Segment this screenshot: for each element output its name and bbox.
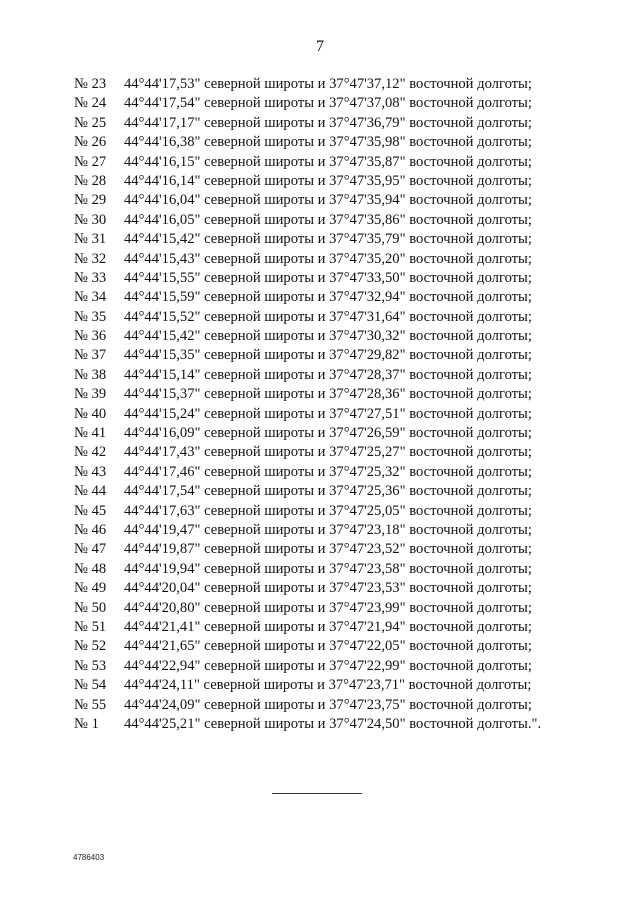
point-coordinates: 44°44'24,11" северной широты и 37°47'23,71" восточной долготы; [124,677,532,694]
point-coordinates: 44°44'16,38" северной широты и 37°47'35,98" восточной долготы; [124,134,532,151]
list-item [74,114,541,133]
point-coordinates: 44°44'17,54" северной широты и 37°47'37,08" восточной долготы; [124,95,532,112]
document-code: 4786403 [73,853,105,862]
point-number: № 51 [74,618,107,635]
separator-line [272,793,362,794]
point-coordinates: 44°44'22,94" северной широты и 37°47'22,99" восточной долготы; [124,657,532,674]
point-number: № 43 [74,463,107,480]
point-coordinates: 44°44'17,17" северной широты и 37°47'36,79" восточной долготы; [124,114,532,131]
point-number: № 49 [74,580,107,597]
list-item [74,521,541,540]
point-number: № 25 [74,114,107,131]
point-coordinates: 44°44'19,87" северной широты и 37°47'23,52" восточной долготы; [124,541,532,558]
point-number: № 27 [74,153,107,170]
list-item [74,346,541,365]
point-coordinates: 44°44'21,65" северной широты и 37°47'22,05" восточной долготы; [124,638,532,655]
point-coordinates: 44°44'15,42" северной широты и 37°47'30,32" восточной долготы; [124,328,532,345]
list-item [74,676,541,695]
point-number: № 30 [74,211,107,228]
point-coordinates: 44°44'15,59" северной широты и 37°47'32,94" восточной долготы; [124,289,532,306]
point-coordinates: 44°44'15,43" северной широты и 37°47'35,20" восточной долготы; [124,250,532,267]
coordinate-list [74,75,541,734]
point-number: № 23 [74,76,107,92]
point-number: № 46 [74,521,107,538]
list-item [74,191,541,210]
point-number: № 40 [74,405,107,422]
list-item [74,230,541,249]
point-coordinates: 44°44'15,42" северной широты и 37°47'35,79" восточной долготы; [124,231,532,248]
point-coordinates: 44°44'15,37" северной широты и 37°47'28,36" восточной долготы; [124,386,532,403]
point-coordinates: 44°44'15,35" северной широты и 37°47'29,82" восточной долготы; [124,347,532,364]
point-number: № 35 [74,308,107,325]
point-coordinates: 44°44'17,53" северной широты и 37°47'37,12" восточной долготы; [124,76,532,92]
point-number: № 39 [74,386,107,403]
point-coordinates: 44°44'15,24" северной широты и 37°47'27,51" восточной долготы; [124,405,532,422]
list-item [74,269,541,288]
list-item [74,94,541,113]
list-item [74,133,541,152]
point-number: № 29 [74,192,107,209]
point-number: № 1 [74,715,99,732]
point-number: № 26 [74,134,107,151]
point-coordinates: 44°44'16,09" северной широты и 37°47'26,59" восточной долготы; [124,425,532,442]
point-number: № 45 [74,502,107,519]
point-coordinates: 44°44'16,04" северной широты и 37°47'35,94" восточной долготы; [124,192,532,209]
point-coordinates: 44°44'16,15" северной широты и 37°47'35,87" восточной долготы; [124,153,532,170]
page-number: 7 [316,38,324,55]
point-number: № 50 [74,599,107,616]
list-item [74,308,541,327]
point-number: № 44 [74,483,107,500]
point-number: № 32 [74,250,107,267]
point-coordinates: 44°44'25,21" северной широты и 37°47'24,50" восточной долготы.". [124,715,542,732]
list-item [74,657,541,676]
point-number: № 42 [74,444,107,461]
list-item [74,75,541,94]
list-item [74,250,541,269]
list-item [74,443,541,462]
point-coordinates: 44°44'16,05" северной широты и 37°47'35,86" восточной долготы; [124,211,532,228]
list-item [74,715,541,734]
list-item [74,599,541,618]
point-number: № 47 [74,541,107,558]
list-item [74,579,541,598]
list-item [74,540,541,559]
list-item [74,502,541,521]
point-number: № 48 [74,560,107,577]
point-number: № 38 [74,366,107,383]
point-coordinates: 44°44'16,14" северной широты и 37°47'35,95" восточной долготы; [124,172,532,189]
point-coordinates: 44°44'19,94" северной широты и 37°47'23,58" восточной долготы; [124,560,532,577]
point-number: № 34 [74,289,107,306]
point-number: № 28 [74,172,107,189]
list-item [74,463,541,482]
point-coordinates: 44°44'15,14" северной широты и 37°47'28,37" восточной долготы; [124,366,532,383]
list-item [74,327,541,346]
point-number: № 37 [74,347,107,364]
list-item [74,172,541,191]
point-number: № 53 [74,657,107,674]
list-item [74,560,541,579]
point-number: № 33 [74,269,107,286]
point-coordinates: 44°44'24,09" северной широты и 37°47'23,75" восточной долготы; [124,696,532,713]
list-item [74,211,541,230]
point-coordinates: 44°44'17,43" северной широты и 37°47'25,27" восточной долготы; [124,444,532,461]
point-number: № 24 [74,95,107,112]
point-number: № 31 [74,231,107,248]
list-item [74,366,541,385]
point-coordinates: 44°44'17,54" северной широты и 37°47'25,36" восточной долготы; [124,483,532,500]
list-item [74,405,541,424]
point-number: № 36 [74,328,107,345]
point-coordinates: 44°44'17,46" северной широты и 37°47'25,32" восточной долготы; [124,463,532,480]
list-item [74,696,541,715]
point-coordinates: 44°44'20,04" северной широты и 37°47'23,53" восточной долготы; [124,580,532,597]
point-number: № 52 [74,638,107,655]
list-item [74,424,541,443]
point-number: № 41 [74,425,107,442]
point-coordinates: 44°44'15,52" северной широты и 37°47'31,64" восточной долготы; [124,308,532,325]
list-item [74,385,541,404]
list-item [74,618,541,637]
point-number: № 54 [74,677,107,694]
point-coordinates: 44°44'19,47" северной широты и 37°47'23,18" восточной долготы; [124,521,532,538]
point-number: № 55 [74,696,107,713]
point-coordinates: 44°44'21,41" северной широты и 37°47'21,94" восточной долготы; [124,618,532,635]
list-item [74,153,541,172]
point-coordinates: 44°44'20,80" северной широты и 37°47'23,99" восточной долготы; [124,599,532,616]
list-item [74,482,541,501]
point-coordinates: 44°44'17,63" северной широты и 37°47'25,05" восточной долготы; [124,502,532,519]
list-item [74,637,541,656]
list-item [74,288,541,307]
point-coordinates: 44°44'15,55" северной широты и 37°47'33,50" восточной долготы; [124,269,532,286]
